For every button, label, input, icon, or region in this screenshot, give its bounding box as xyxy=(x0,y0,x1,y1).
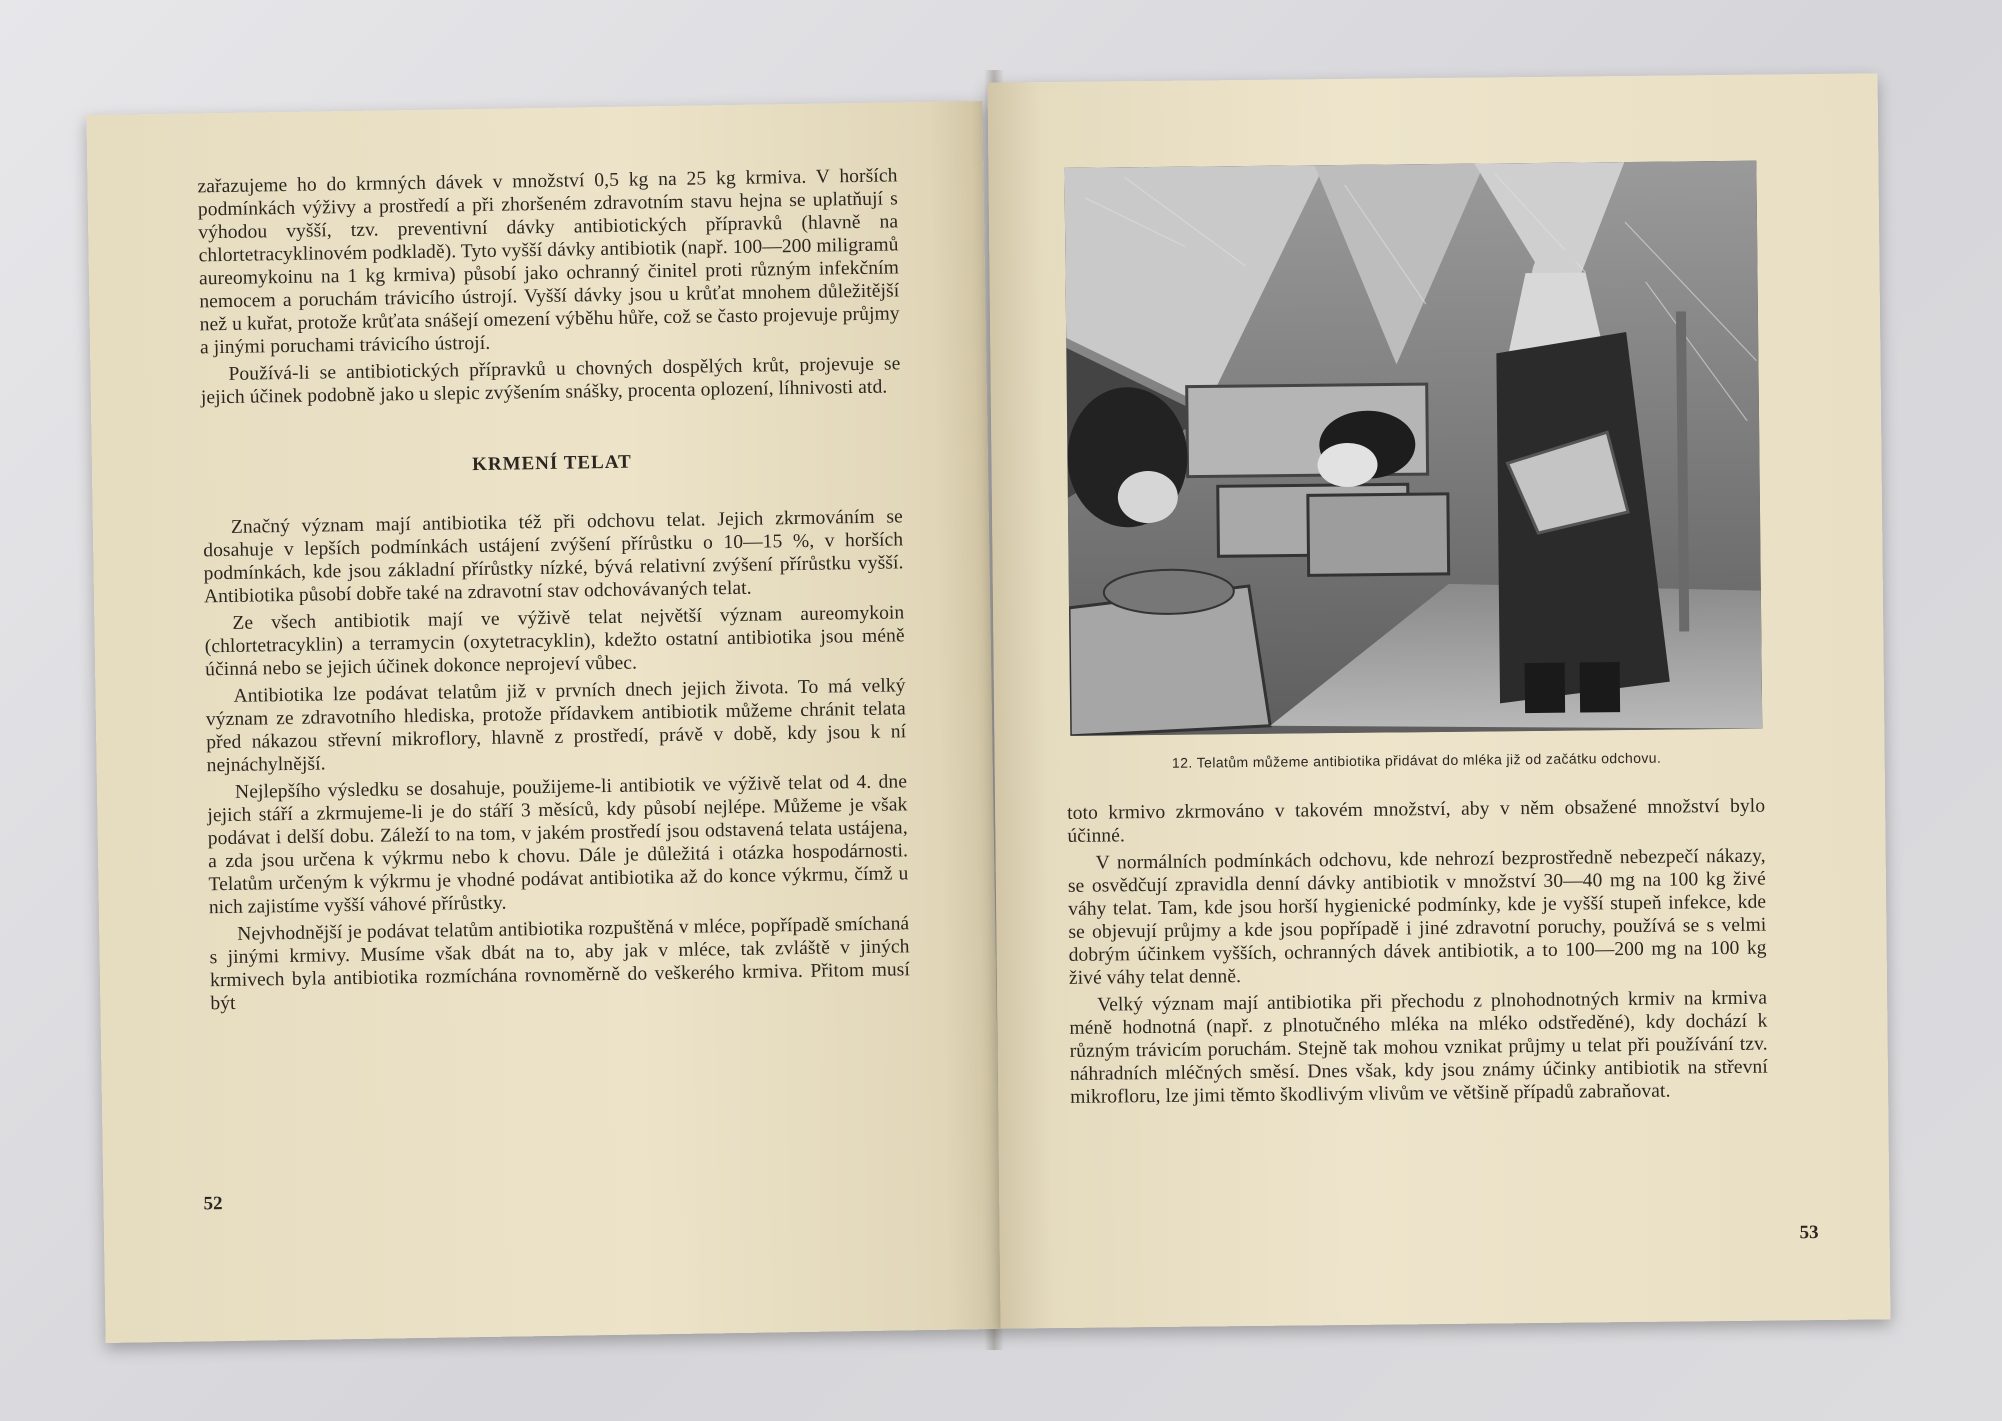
left-paragraph: Značný význam mají antibiotika též při odchovu telat. Jejich zkrmováním se dosahuje v lepších podmínkách ustájení zvýšení přírůstku o 10—15 %, v horších podmínkách, kde jsou základní přírůstky nízké, bývá relativní zvýšení přírůstku vyšší. Antibiotika působí dobře také na zdravotní stav odchovávaných telat. xyxy=(203,506,904,608)
right-paragraph: V normálních podmínkách odchovu, kde nehrozí bezprostředně nebezpečí nákazy, se osvědčují zpravidla denní dávky antibiotik v množství 30—40 mg na 100 kg živé váhy telat. Tam, kde jsou horší hygienické podmínky, kde je vyšší stupeň infekce, kde se objevují průjmy a kde jsou popřípadě i jiné zdravotní poruchy, používá se s velmi dobrým účinkem vyšších, ochranných dávek antibiotik, a to 100—200 mg na 100 kg živé váhy telat denně. xyxy=(1067,845,1767,989)
page-number-left: 52 xyxy=(203,1193,223,1215)
left-paragraph: zařazujeme ho do krmných dávek v množství 0,5 kg na 25 kg krmiva. V horších podmínkách výživy a prostředí a při zhoršeném zdravotním stavu hejna se uplatňují s výhodou vyšší, tzv. preventivní dávky antibiotických přípravků (hlavně na chlortetracyklinovém podkladě). Tyto vyšší dávky antibiotik (např. 100—200 miligramů aureomykoinu na 1 kg krmiva) působí jako ochranný činitel proti různým infekčním nemocem a poruchám trávicího ústrojí. Vyšší dávky jsou u krůťat mnohem důležitější než u kuřat, protože krůťata snášejí omezení výběhu hůře, což se často projevuje průjmy a jinými poruchami trávicího ústrojí. xyxy=(197,165,900,359)
left-page-text xyxy=(197,164,910,1019)
section-heading: KRMENÍ TELAT xyxy=(471,451,632,476)
photo-woman-feeding-calves xyxy=(1064,161,1762,736)
left-page xyxy=(86,101,1001,1343)
left-paragraph: Nejlepšího výsledku se dosahuje, použijeme-li antibiotik ve výživě telat od 4. dne jejich stáří a zkrmujeme-li je do stáří 3 měsíců, kdy působí nejlépe. Můžeme je však podávat i delší dobu. Záleží to na tom, v jakém prostředí jsou odstavená telata ustájena, a zda jsou určena k výkrmu nebo k chovu. Dále je důležitá i otázka hospodárnosti. Telatům určeným k výkrmu je vhodné podávat antibiotika až do konce výkrmu, čímž u nich zajistíme vyšší váhové přírůstky. xyxy=(207,771,909,919)
right-page xyxy=(988,73,1891,1328)
left-paragraph: Používá-li se antibiotických přípravků u chovných dospělých krůt, projevuje se jejich účinek podobně jako u slepic zvýšením snášky, procenta oplození, líhnivosti atd. xyxy=(200,353,901,409)
photo-caption: 12. Telatům můžeme antibiotika přidávat do mléka již od začátku odchovu. xyxy=(1171,749,1662,771)
right-paragraph: Velký význam mají antibiotika při přechodu z plnohodnotných krmiv na krmiva méně hodnotná (např. z plnotučného mléka na mléko odstředěné), kdy dochází k různým trávicím poruchám. Stejně tak mohou vznikat průjmy u telat při používání tzv. náhradních mléčných směsí. Dnes však, kdy jsou známy účinky antibiotik na střevní mikrofloru, lze jimi těmto škodlivým vlivům ve většině případů zabraňovat. xyxy=(1069,987,1768,1108)
right-page-text xyxy=(1067,795,1768,1113)
left-paragraph: Nejvhodnější je podávat telatům antibiotika rozpuštěná v mléce, popřípadě smíchaná s jinými krmivy. Musíme však dbát na to, aby jak v mléce, tak zvláště v jiných krmivech byla antibiotika rozmíchána rovnoměrně do veškerého krmiva. Přitom musí být xyxy=(209,913,911,1015)
right-paragraph: toto krmivo zkrmováno v takovém množství, aby v něm obsažené množství bylo účinné. xyxy=(1067,795,1766,847)
left-paragraph: Ze všech antibiotik mají ve výživě telat největší význam aureomykoin (chlortetracyklin) a terramycin (oxytetracyklin), kdežto ostatní antibiotika jsou méně účinná nebo se jejich účinek dokonce neprojeví vůbec. xyxy=(204,602,905,681)
page-number-right: 53 xyxy=(1799,1222,1819,1244)
left-paragraph: Antibiotika lze podávat telatům již v prvních dnech jejich života. To má velký význam ze zdravotního hlediska, protože přídavkem antibiotik můžeme chránit telata před nákazou střevní mikroflory, hlavně z prostředí, právě v době, kdy jsou k ní nejnáchylnější. xyxy=(205,675,907,777)
